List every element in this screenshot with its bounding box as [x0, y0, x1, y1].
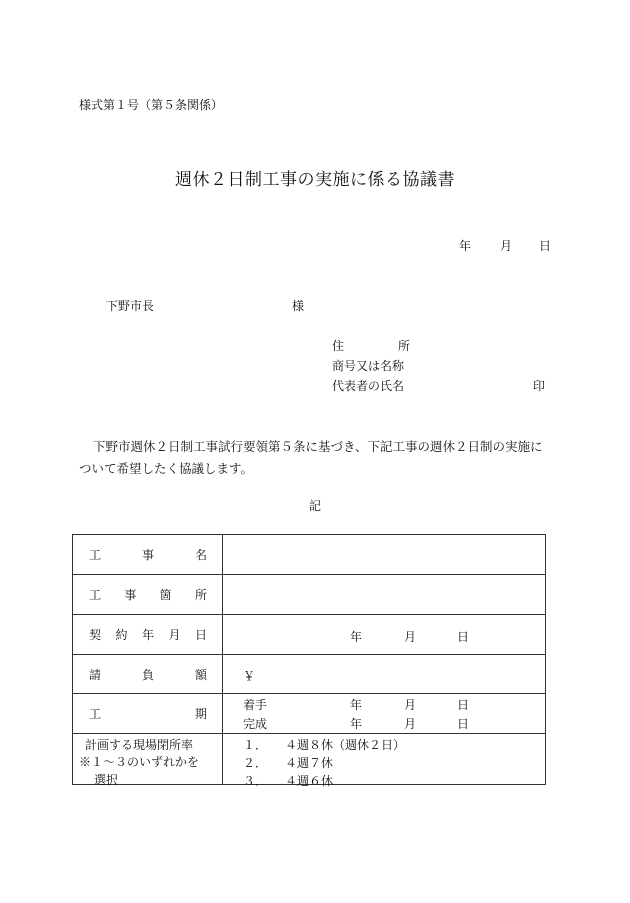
start-label: 着手 [243, 698, 268, 712]
document-title: 週休２日制工事の実施に係る協議書 [175, 170, 455, 190]
period-label [73, 694, 223, 734]
option-2-text[interactable]: ４週７休 [285, 756, 334, 770]
label-char: 月 [168, 628, 181, 642]
finish-year-unit: 年 [350, 717, 363, 731]
contract-month-unit: 月 [404, 630, 417, 644]
table-row-contract-date [73, 615, 546, 655]
finish-label: 完成 [243, 717, 268, 731]
label-char: 工 [89, 588, 102, 602]
label-char: 額 [194, 667, 207, 682]
representative-label: 代表者の氏名 [332, 379, 405, 393]
option-3-text[interactable]: ４週６休 [285, 774, 334, 788]
closure-rate-label-line3: 選択 [94, 773, 119, 787]
table-row-construction-location [73, 575, 546, 615]
label-char: 年 [141, 628, 154, 642]
yen-symbol: ￥ [243, 669, 256, 683]
closure-rate-label-line2: ※１～３のいずれかを [79, 755, 200, 769]
table-row-construction-name [73, 535, 546, 575]
option-2-number[interactable]: ２． [243, 756, 268, 770]
table-row-period [73, 694, 546, 734]
option-1-text[interactable]: ４週８休（週休２日） [285, 738, 406, 752]
table-row-contract-amount [73, 655, 546, 694]
label-char: 事 [124, 588, 137, 602]
addressee-honorific: 様 [292, 299, 305, 313]
construction-location-field[interactable] [223, 575, 546, 615]
construction-name-label [73, 535, 223, 575]
label-char: 契 [89, 628, 102, 642]
contract-amount-label [73, 655, 223, 694]
period-field[interactable] [223, 694, 546, 734]
contract-day-unit: 日 [457, 630, 470, 644]
closure-rate-label [73, 734, 223, 785]
contract-amount-field[interactable] [223, 655, 546, 694]
construction-location-label [73, 575, 223, 615]
label-char: 請 [89, 667, 102, 682]
label-char: 負 [141, 667, 154, 682]
start-year-unit: 年 [350, 698, 363, 712]
construction-name-field[interactable] [223, 535, 546, 575]
start-month-unit: 月 [404, 698, 417, 712]
closure-rate-options [223, 734, 546, 788]
label-char: 工 [89, 707, 102, 721]
label-char: 約 [115, 628, 128, 642]
label-char: 所 [194, 588, 207, 602]
label-char: 名 [194, 548, 207, 562]
finish-month-unit: 月 [404, 717, 417, 731]
address-label-part1: 住 [332, 339, 345, 353]
label-char: 事 [141, 548, 154, 562]
date-year-label: 年 [459, 239, 472, 253]
date-day-label: 日 [539, 239, 552, 253]
ki-heading: 記 [308, 499, 321, 513]
request-body-text: 下野市週休２日制工事試行要領第５条に基づき、下記工事の週休２日制の実施について希望したく協議します。 [79, 439, 543, 476]
date-month-label: 月 [500, 239, 513, 253]
closure-rate-label-line1: 計画する現場閉所率 [85, 738, 194, 752]
label-char: 箇 [159, 588, 172, 602]
label-char: 日 [194, 628, 207, 642]
address-label-part2: 所 [398, 339, 411, 353]
contract-year-unit: 年 [350, 630, 363, 644]
option-1-number[interactable]: １． [243, 738, 268, 752]
form-number: 様式第１号（第５条関係） [79, 98, 224, 112]
addressee-name: 下野市長 [106, 299, 155, 313]
company-name-label: 商号又は名称 [332, 359, 405, 373]
start-day-unit: 日 [457, 698, 470, 712]
finish-day-unit: 日 [457, 717, 470, 731]
table-row-closure-rate [73, 734, 546, 785]
label-char: 期 [194, 707, 207, 721]
contract-date-field[interactable] [223, 615, 546, 655]
application-table [72, 534, 546, 788]
seal-mark: 印 [533, 379, 546, 393]
label-char: 工 [89, 548, 102, 562]
contract-date-label [73, 615, 223, 655]
option-3-number[interactable]: ３． [243, 774, 268, 788]
